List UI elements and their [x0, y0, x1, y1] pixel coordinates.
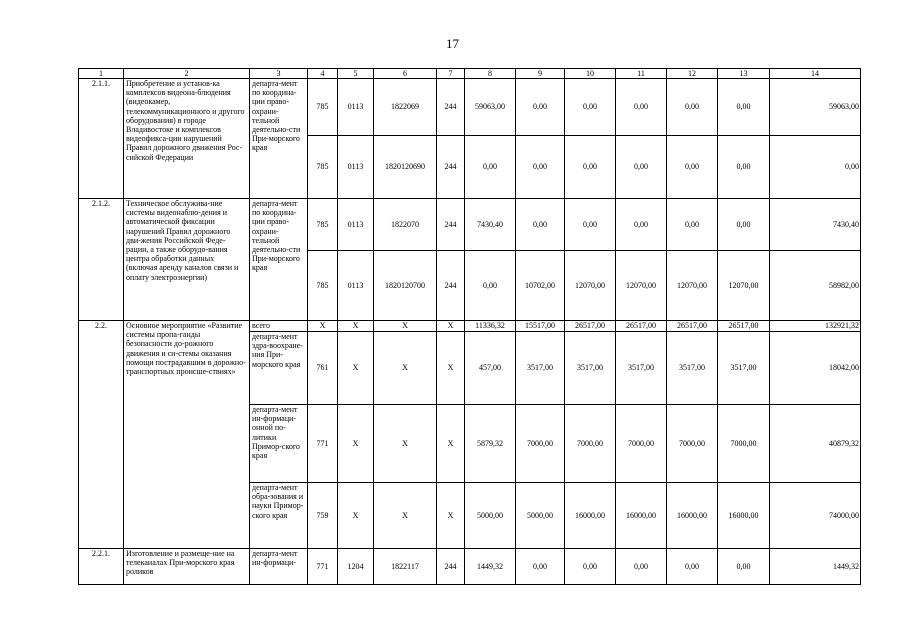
value-cell: 5879,32	[465, 405, 516, 483]
value-cell: Х	[338, 321, 374, 332]
value-cell: 7000,00	[516, 405, 565, 483]
column-header: 11	[616, 69, 667, 79]
header-row	[79, 69, 861, 79]
value-cell: 3517,00	[516, 332, 565, 405]
value-cell: 244	[437, 136, 465, 199]
value-cell: 26517,00	[565, 321, 616, 332]
column-header: 13	[718, 69, 770, 79]
value-cell: 771	[308, 405, 338, 483]
item-description: Техническое обслужива-ние системы видеонаблю-дения и автоматической фиксации нарушений Правил дорожного дви-жения Российской Феде-рации, а также оборудо-вания центра обработки данных (включая аренду каналов связи и оплату электроэнергии)	[124, 199, 250, 321]
value-cell: 3517,00	[565, 332, 616, 405]
value-cell: 59063,00	[465, 79, 516, 136]
value-cell: 761	[308, 332, 338, 405]
value-cell: 0,00	[516, 199, 565, 251]
item-number: 2.2.	[79, 321, 124, 549]
table-row	[79, 321, 861, 332]
value-cell: Х	[374, 321, 437, 332]
value-cell: 0,00	[667, 79, 718, 136]
item-description: Приобретение и установ-ка комплексов видеона-блюдения (видеокамер, телекоммуникационного и другого оборудования) в городе Владивостоке и комплексов видеофикса-ции нарушений Правил дорожного движения Рос-сийской Федерации	[124, 79, 250, 199]
value-cell: 785	[308, 199, 338, 251]
value-cell: 785	[308, 251, 338, 321]
value-cell: Х	[437, 321, 465, 332]
value-cell: 0,00	[516, 79, 565, 136]
column-header: 3	[250, 69, 308, 79]
value-cell: 12070,00	[565, 251, 616, 321]
value-cell: 1449,32	[770, 549, 861, 585]
value-cell: 0,00	[516, 136, 565, 199]
value-cell: 0,00	[616, 136, 667, 199]
value-cell: 26517,00	[616, 321, 667, 332]
value-cell: 12070,00	[667, 251, 718, 321]
value-cell: 18042,00	[770, 332, 861, 405]
value-cell: 16000,00	[616, 483, 667, 549]
value-cell: Х	[374, 405, 437, 483]
value-cell: 0,00	[565, 549, 616, 585]
value-cell: 7430,40	[770, 199, 861, 251]
value-cell: 0113	[338, 199, 374, 251]
value-cell: 58982,00	[770, 251, 861, 321]
executor: департа-мент ин-формаци-онной по-литики Примор-ского края	[250, 405, 308, 483]
value-cell: Х	[374, 332, 437, 405]
value-cell: 5000,00	[516, 483, 565, 549]
item-description: Изготовление и размеще-ние на телеканалах При-морского края роликов	[124, 549, 250, 585]
value-cell: 59063,00	[770, 79, 861, 136]
value-cell: 0,00	[465, 251, 516, 321]
column-header: 2	[124, 69, 250, 79]
column-header: 1	[79, 69, 124, 79]
value-cell: 1822117	[374, 549, 437, 585]
column-header: 7	[437, 69, 465, 79]
column-header: 4	[308, 69, 338, 79]
value-cell: 457,00	[465, 332, 516, 405]
value-cell: 0,00	[718, 136, 770, 199]
value-cell: 0,00	[516, 549, 565, 585]
value-cell: 0113	[338, 251, 374, 321]
value-cell: 16000,00	[667, 483, 718, 549]
value-cell: 40879,32	[770, 405, 861, 483]
value-cell: 244	[437, 549, 465, 585]
value-cell: 771	[308, 549, 338, 585]
value-cell: 7430,40	[465, 199, 516, 251]
value-cell: 0,00	[770, 136, 861, 199]
column-header: 6	[374, 69, 437, 79]
value-cell: 11336,32	[465, 321, 516, 332]
executor: департа-мент обра-зования и науки Примор-ского края	[250, 483, 308, 549]
value-cell: 5000,00	[465, 483, 516, 549]
value-cell: 1204	[338, 549, 374, 585]
item-number: 2.1.1.	[79, 79, 124, 199]
value-cell: 0,00	[616, 199, 667, 251]
value-cell: 0,00	[565, 136, 616, 199]
executor: департа-мент по координа-ции право-охрани-тельной деятельно-сти При-морского края	[250, 79, 308, 199]
value-cell: 3517,00	[718, 332, 770, 405]
value-cell: 7000,00	[718, 405, 770, 483]
value-cell: 74000,00	[770, 483, 861, 549]
value-cell: 12070,00	[616, 251, 667, 321]
value-cell: Х	[338, 332, 374, 405]
executor: департа-мент ин-формаци-	[250, 549, 308, 585]
item-number: 2.1.2.	[79, 199, 124, 321]
value-cell: 0,00	[718, 549, 770, 585]
value-cell: Х	[437, 332, 465, 405]
column-header: 9	[516, 69, 565, 79]
column-header: 5	[338, 69, 374, 79]
value-cell: 0,00	[667, 136, 718, 199]
value-cell: 759	[308, 483, 338, 549]
value-cell: Х	[308, 321, 338, 332]
column-header: 12	[667, 69, 718, 79]
budget-table	[78, 68, 861, 585]
value-cell: 132921,32	[770, 321, 861, 332]
value-cell: Х	[437, 483, 465, 549]
executor: всего	[250, 321, 308, 332]
executor: департа-мент по координа-ции право-охрани-тельной деятельно-сти При-морского края	[250, 199, 308, 321]
value-cell: 12070,00	[718, 251, 770, 321]
value-cell: 1822070	[374, 199, 437, 251]
value-cell: 3517,00	[616, 332, 667, 405]
value-cell: 0,00	[565, 79, 616, 136]
value-cell: 785	[308, 136, 338, 199]
value-cell: 0,00	[718, 79, 770, 136]
value-cell: 1822069	[374, 79, 437, 136]
column-header: 8	[465, 69, 516, 79]
column-header: 10	[565, 69, 616, 79]
value-cell: 0,00	[616, 79, 667, 136]
value-cell: 0,00	[565, 199, 616, 251]
value-cell: 0,00	[718, 199, 770, 251]
value-cell: Х	[338, 483, 374, 549]
value-cell: 15517,00	[516, 321, 565, 332]
item-number: 2.2.1.	[79, 549, 124, 585]
value-cell: 10702,00	[516, 251, 565, 321]
value-cell: 785	[308, 79, 338, 136]
value-cell: 3517,00	[667, 332, 718, 405]
value-cell: Х	[338, 405, 374, 483]
value-cell: Х	[437, 405, 465, 483]
value-cell: 244	[437, 199, 465, 251]
value-cell: 0,00	[667, 549, 718, 585]
value-cell: 1449,32	[465, 549, 516, 585]
value-cell: 16000,00	[718, 483, 770, 549]
column-header: 14	[770, 69, 861, 79]
value-cell: 244	[437, 251, 465, 321]
table-row	[79, 199, 861, 251]
value-cell: 0113	[338, 136, 374, 199]
table-row	[79, 549, 861, 585]
value-cell: 7000,00	[565, 405, 616, 483]
value-cell: 7000,00	[616, 405, 667, 483]
value-cell: 0,00	[616, 549, 667, 585]
executor: департа-мент здра-воохране-ния При-морского края	[250, 332, 308, 405]
table-row	[79, 79, 861, 136]
value-cell: 16000,00	[565, 483, 616, 549]
value-cell: 26517,00	[718, 321, 770, 332]
value-cell: 0,00	[465, 136, 516, 199]
value-cell: 1820120690	[374, 136, 437, 199]
value-cell: Х	[374, 483, 437, 549]
value-cell: 7000,00	[667, 405, 718, 483]
value-cell: 0113	[338, 79, 374, 136]
value-cell: 244	[437, 79, 465, 136]
page-number: 17	[446, 36, 459, 51]
item-description: Основное мероприятие «Развитие системы пропа-ганды безопасности до-рожного движения и си-стемы оказания помощи пострадавшим в дорожно-транспортных происше-ствиях»	[124, 321, 250, 549]
value-cell: 26517,00	[667, 321, 718, 332]
value-cell: 1820120700	[374, 251, 437, 321]
value-cell: 0,00	[667, 199, 718, 251]
